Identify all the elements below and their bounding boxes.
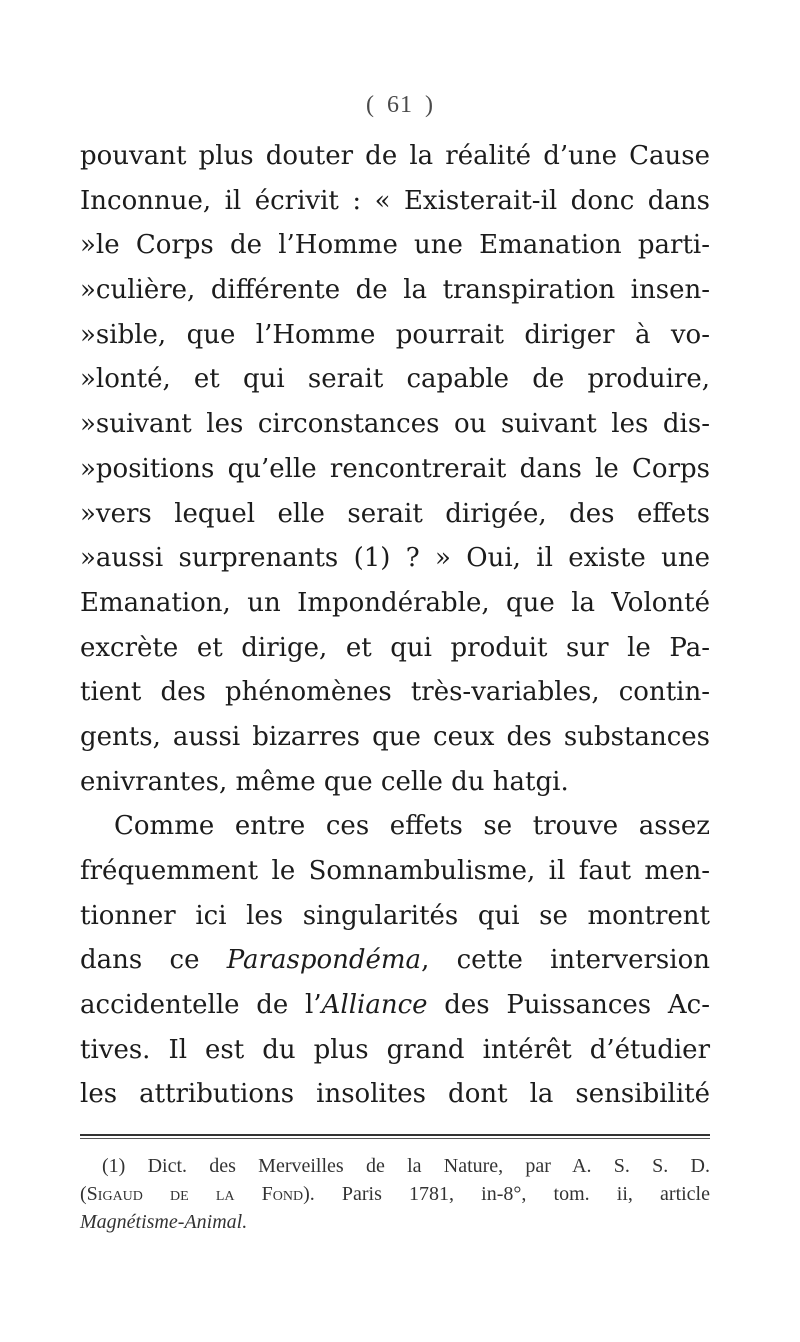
footnote-line: (Sigaud de la Fond). Paris 1781, in-8°, tom. ii, article [80,1183,710,1205]
italic-term-alliance: Alliance [321,990,428,1021]
text-line: Inconnue, il écrivit : « Existerait-il donc dans [80,185,710,216]
text-line: »positions qu’elle rencontrerait dans le Corps [80,453,710,484]
paragraph-start-line: Comme entre ces effets se trouve assez [114,811,710,842]
text-line: gents, aussi bizarres que ceux des substances [80,721,710,752]
body-text [80,134,710,1117]
footnote-rule [80,1134,710,1136]
text-line: tionner ici les singularités qui se montrent [80,900,710,931]
author-name: Sigaud de la Fond [86,1183,304,1205]
text-line: »sible, que l’Homme pourrait diriger à vo- [80,319,710,350]
text-line: accidentelle de l’Alliance des Puissances Ac- [80,990,710,1021]
page-number: ( 61 ) [366,92,434,118]
text-line: »vers lequel elle serait dirigée, des effets [80,498,710,529]
text-line: fréquemment le Somnambulisme, il faut men- [80,856,710,886]
text-line: »suivant les circonstances ou suivant les dis- [80,409,710,440]
text-line: »culière, différente de la transpiration insen- [80,275,710,306]
text-line: pouvant plus douter de la réalité d’une Cause [80,141,710,171]
text-line: »lonté, et qui serait capable de produire, [80,364,710,395]
text-line: les attributions insolites dont la sensibilité [80,1079,710,1110]
text-line: tives. Il est du plus grand intérêt d’étudier [80,1034,710,1065]
text-line: »le Corps de l’Homme une Emanation parti- [80,230,710,261]
footnote-line: Magnétisme-Animal. [80,1211,248,1233]
text-line: »aussi surprenants (1) ? » Oui, il existe une [80,543,710,574]
italic-term-paraspondema: Paraspondéma [226,945,422,976]
text-line: tient des phénomènes très-variables, contin- [80,677,710,708]
footnote [80,1152,710,1236]
text-line: enivrantes, même que celle du hatgi. [80,766,569,797]
footnote-line: (1) Dict. des Merveilles de la Nature, par A. S. S. D. [102,1155,710,1177]
text-line: dans ce Paraspondéma, cette interversion [80,945,710,976]
footnote-rule-thin [80,1138,710,1139]
text-line: excrète et dirige, et qui produit sur le Pa- [80,632,710,663]
text-line: Emanation, un Impondérable, que la Volonté [80,587,710,618]
